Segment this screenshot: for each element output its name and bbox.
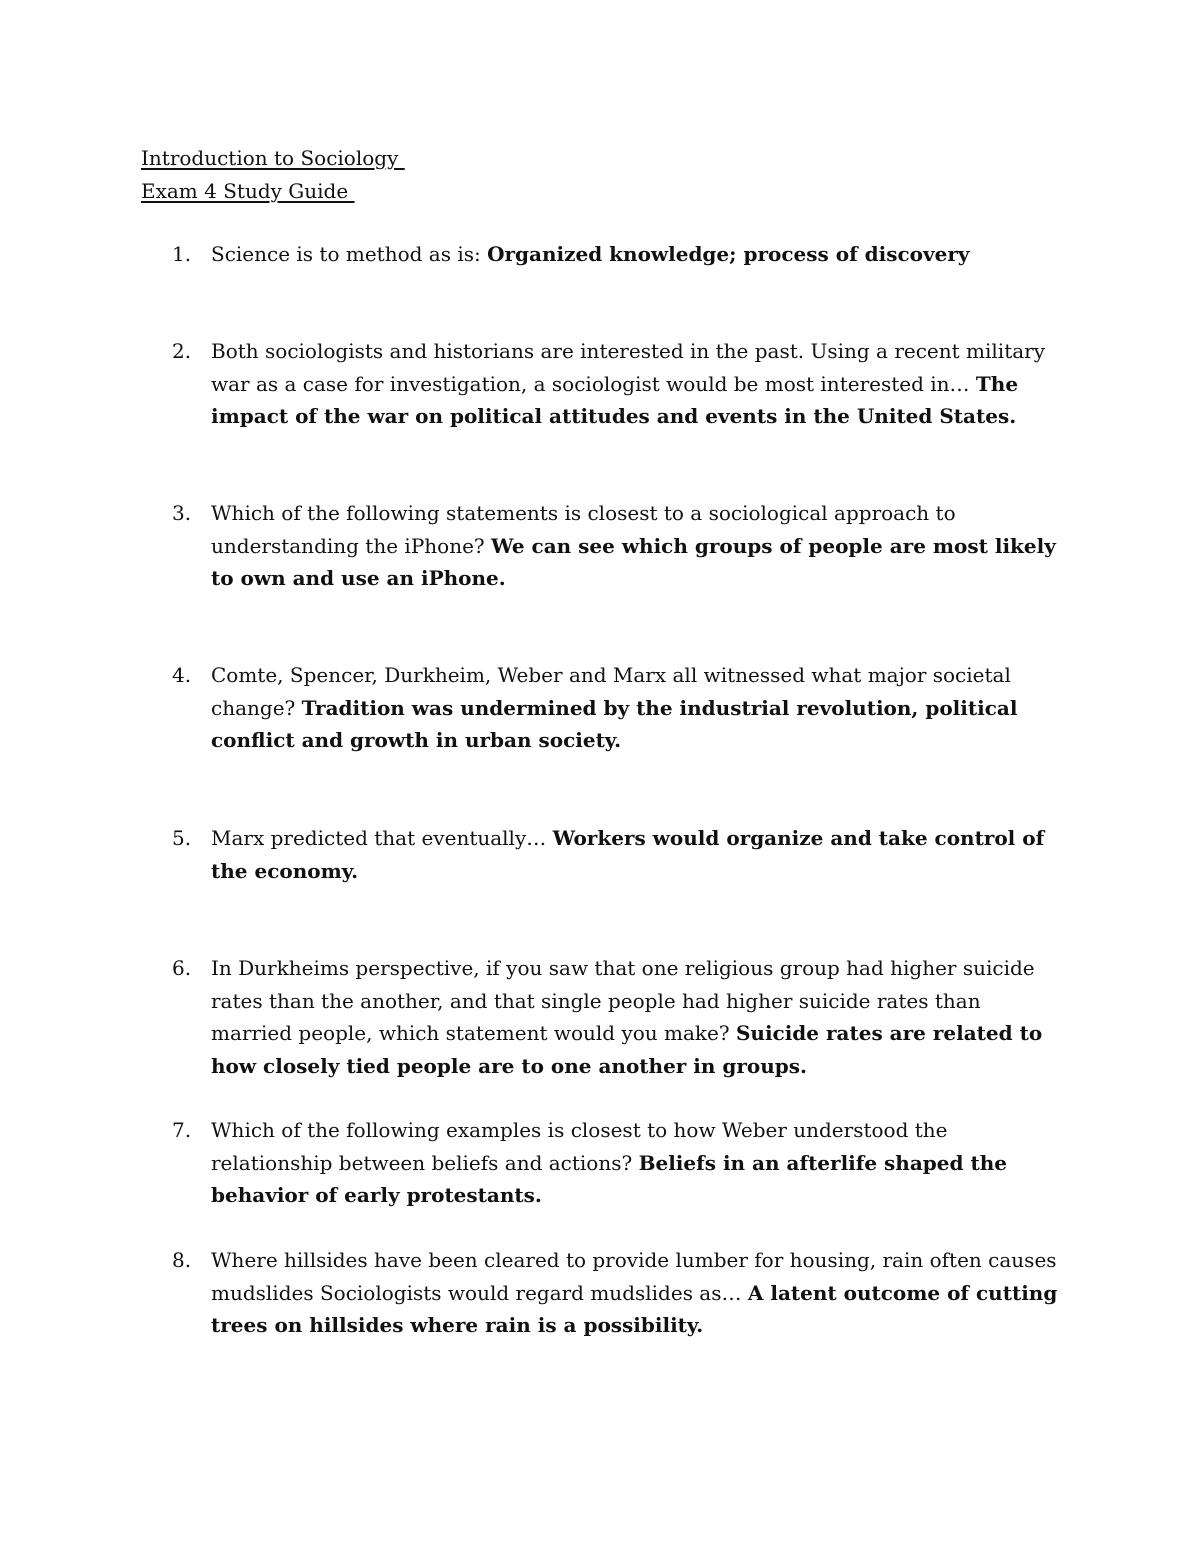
- question-number: 3.: [172, 501, 192, 525]
- question-body: [211, 822, 1061, 887]
- question-prompt: Which of the following statements is closest to a sociological approach to understanding the iPhone?: [211, 501, 956, 558]
- question-answer: A latent outcome of cutting trees on hillsides where rain is a possibility.: [211, 1280, 1058, 1337]
- question-prompt: Which of the following examples is closest to how Weber understood the relationship between beliefs and actions?: [211, 1118, 948, 1175]
- question-prompt: Both sociologists and historians are interested in the past. Using a recent military war as a case for investigation, a sociologist would be most interested in…: [211, 339, 1046, 396]
- question-number: 2.: [172, 339, 192, 363]
- question-item: [172, 822, 1072, 887]
- question-answer: Beliefs in an afterlife shaped the behavior of early protestants.: [211, 1150, 1007, 1207]
- question-item: [172, 1244, 1072, 1342]
- guide-title: Exam 4 Study Guide: [141, 179, 355, 203]
- question-answer: Workers would organize and take control of the economy.: [211, 826, 1045, 883]
- question-body: [211, 659, 1061, 757]
- question-answer: Tradition was undermined by the industrial revolution, political conflict and growth in urban society.: [211, 695, 1018, 752]
- question-number: 7.: [172, 1118, 192, 1142]
- question-number: 5.: [172, 826, 192, 850]
- question-prompt: Where hillsides have been cleared to provide lumber for housing, rain often causes mudslides Sociologists would regard mudslides as…: [211, 1248, 1057, 1305]
- question-item: [172, 238, 1072, 271]
- question-prompt: Science is to method as is:: [211, 242, 488, 266]
- question-body: [211, 238, 1061, 271]
- question-body: [211, 952, 1061, 1082]
- question-body: [211, 1114, 1061, 1212]
- question-answer: Suicide rates are related to how closely tied people are to one another in groups.: [211, 1021, 1043, 1078]
- question-prompt: In Durkheims perspective, if you saw that one religious group had higher suicide rates than the another, and that single people had higher suicide rates than married people, which statement would you make?: [211, 956, 1035, 1045]
- question-answer: The impact of the war on political attitudes and events in the United States.: [211, 371, 1019, 428]
- question-number: 1.: [172, 242, 192, 266]
- question-number: 4.: [172, 663, 192, 687]
- question-answer: We can see which groups of people are most likely to own and use an iPhone.: [211, 533, 1056, 590]
- question-body: [211, 1244, 1061, 1342]
- question-item: [172, 1114, 1072, 1212]
- question-prompt: Marx predicted that eventually…: [211, 826, 553, 850]
- question-number: 6.: [172, 956, 192, 980]
- question-item: [172, 335, 1072, 433]
- question-body: [211, 335, 1061, 433]
- question-prompt: Comte, Spencer, Durkheim, Weber and Marx all witnessed what major societal change?: [211, 663, 1011, 720]
- question-body: [211, 497, 1061, 595]
- question-item: [172, 659, 1072, 757]
- question-number: 8.: [172, 1248, 192, 1272]
- question-answer: Organized knowledge; process of discovery: [487, 242, 970, 266]
- question-item: [172, 497, 1072, 595]
- question-item: [172, 952, 1072, 1082]
- course-title: Introduction to Sociology: [141, 146, 405, 170]
